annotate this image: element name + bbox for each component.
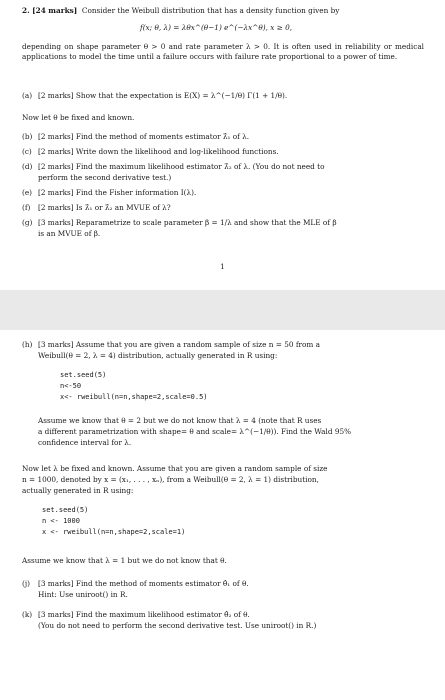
part-k xyxy=(22,610,422,620)
part-item xyxy=(22,132,422,142)
part-item xyxy=(22,218,422,228)
part-a-text: [2 marks] Show that the expectation is E(X) = λ^(−1/θ) Γ(1 + 1/θ). xyxy=(38,91,288,100)
distribution-description: depending on shape parameter θ > 0 and rate parameter λ > 0. It is often used in reliability or medical applications to model the time until a failure occurs with failure rate proportional to a power of time. xyxy=(22,42,424,62)
part-k-note: (You do not need to perform the second derivative test. Use uniroot() in R.) xyxy=(38,621,317,630)
part-continuation: perform the second derivative test.) xyxy=(38,173,172,182)
code-line: set.seed(5) xyxy=(60,371,107,379)
part-a-label: (a) xyxy=(22,91,33,100)
code-block-one xyxy=(60,370,208,403)
part-text: [2 marks] Find the method of moments estimator λ̂₁ of λ. xyxy=(38,132,250,141)
density-formula: f(x; θ, λ) = λθx^(θ−1) e^(−λx^θ), x ≥ 0, xyxy=(140,23,293,32)
now-let-theta: Now let θ be fixed and known. xyxy=(22,113,135,122)
now-let-lambda-line3: actually generated in R using: xyxy=(22,486,134,495)
now-let-lambda-line1: Now let λ be fixed and known. Assume that you are given a random sample of size xyxy=(22,464,328,473)
part-h-label: (h) xyxy=(22,340,33,349)
part-a xyxy=(22,91,422,101)
code-line: x <- rweibull(n=n,shape=2,scale=1) xyxy=(42,527,186,536)
assume-lambda: Assume we know that λ = 1 but we do not know that θ. xyxy=(22,556,227,565)
code-line: n<-50 xyxy=(60,381,82,390)
part-continuation: is an MVUE of β. xyxy=(38,229,101,238)
part-j-hint: Hint: Use uniroot() in R. xyxy=(38,590,128,599)
assume-theta-line3: confidence interval for λ. xyxy=(38,438,132,447)
part-label: (f) xyxy=(22,203,31,212)
part-label: (d) xyxy=(22,162,33,171)
part-h-line1: [3 marks] Assume that you are given a random sample of size n = 50 from a xyxy=(38,340,320,349)
assume-theta-line1: Assume we know that θ = 2 but we do not know that λ = 4 (note that R uses xyxy=(38,416,322,425)
part-item xyxy=(22,147,422,157)
part-text: [3 marks] Reparametrize to scale parameter β = 1/λ and show that the MLE of β xyxy=(38,218,337,227)
part-label: (g) xyxy=(22,218,33,227)
part-k-label: (k) xyxy=(22,610,33,619)
part-text: [2 marks] Write down the likelihood and log-likelihood functions. xyxy=(38,147,279,156)
part-label: (c) xyxy=(22,147,32,156)
part-j-line1: [3 marks] Find the method of moments estimator θ̂₁ of θ. xyxy=(38,579,249,588)
part-k-line1: [3 marks] Find the maximum likelihood estimator θ̂₂ of θ. xyxy=(38,610,250,619)
page-gap xyxy=(0,290,445,330)
page-two xyxy=(0,330,445,700)
part-label: (b) xyxy=(22,132,33,141)
part-h xyxy=(22,340,422,350)
code-line: n <- 1000 xyxy=(42,516,80,525)
part-text: [2 marks] Find the maximum likelihood estimator λ̂₂ of λ. (You do not need to xyxy=(38,162,325,171)
part-label: (e) xyxy=(22,188,33,197)
part-j-label: (j) xyxy=(22,579,30,588)
part-text: [2 marks] Is λ̂₁ or λ̂₂ an MVUE of λ? xyxy=(38,203,171,212)
code-line: set.seed(5) xyxy=(42,506,89,514)
part-item xyxy=(22,188,422,198)
part-j xyxy=(22,579,422,589)
part-text: [2 marks] Find the Fisher information I(λ). xyxy=(38,188,197,197)
problem-header: 2. [24 marks] xyxy=(22,6,78,15)
part-h-line2: Weibull(θ = 2, λ = 4) distribution, actually generated in R using: xyxy=(38,351,278,360)
code-line: x<- rweibull(n=n,shape=2,scale=0.5) xyxy=(60,392,208,401)
problem-intro: Consider the Weibull distribution that has a density function given by xyxy=(81,6,340,15)
page-number: 1 xyxy=(220,262,225,271)
part-item xyxy=(22,203,422,213)
page-one xyxy=(0,0,445,290)
assume-theta-line2: a different parametrization with shape= θ and scale= λ^(−1/θ)). Find the Wald 95% xyxy=(38,427,352,436)
part-item xyxy=(22,162,422,172)
code-block-two xyxy=(42,505,185,538)
problem-intro-line xyxy=(22,6,432,16)
now-let-lambda-line2: n = 1000, denoted by x = (x₁, . . . , xₙ), from a Weibull(θ = 2, λ = 1) distribution, xyxy=(22,475,319,484)
